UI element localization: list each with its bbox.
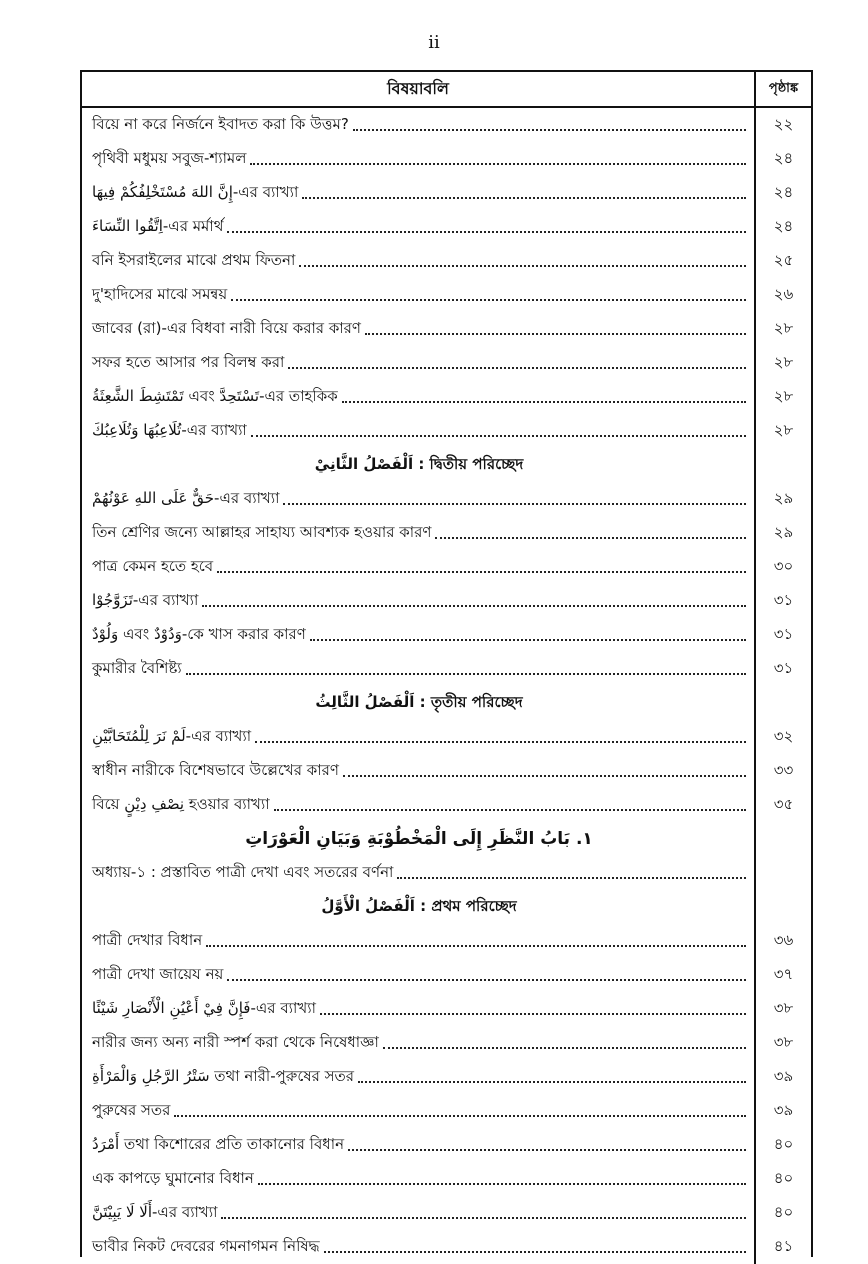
toc-entry [82,720,811,754]
toc-entry-title: নারীর জন্য অন্য নারী স্পর্শ করা থেকে নিষেধাজ্ঞা [92,1032,379,1051]
toc-page-number: ২৪ [754,210,811,244]
toc-page-number: ২৮ [754,414,811,448]
dot-leader [302,197,746,199]
toc-entry [82,210,811,244]
toc-entry-title: পাত্র কেমন হতে হবে [92,556,214,575]
toc-entry [82,142,811,176]
toc-entry-title: فَإِنَّ فِيْ أَعْيُنِ الْأَنْصَارِ شَيْئًا-এর ব্যাখ্যা [92,998,316,1017]
toc-entry [82,1026,811,1060]
toc-entry-title: سَتْرُ الرَّجُلِ وَالْمَرْأَةِ তথা নারী-পুরুষের সতর [92,1066,355,1085]
toc-header-page-column: পৃষ্ঠাঙ্ক [754,72,811,106]
dot-leader [174,1115,746,1117]
toc-page-number: ২৮ [754,380,811,414]
dot-leader [288,367,746,369]
toc-entry-title: দু'হাদিসের মাঝে সমন্বয় [92,284,228,303]
dot-leader [397,877,746,879]
dot-leader [283,503,746,505]
toc-entry-title: لَمْ نَرَ لِلْمُتَحَابَّيْنِ-এর ব্যাখ্যা [92,726,252,745]
section-heading-text: اَلْفَصْلُ الثَّانِيْ : দ্বিতীয় পরিচ্ছেদ [314,454,524,473]
toc-entry-title: সফর হতে আসার পর বিলম্ব করা [92,352,285,371]
toc-entry [82,958,811,992]
toc-entry [82,584,811,618]
toc-entry [82,414,811,448]
dot-leader [274,809,746,811]
toc-page-number: ৩৭ [754,958,811,992]
toc-page-number: ২৪ [754,142,811,176]
dot-leader [221,1217,746,1219]
toc-page-number: ৩১ [754,618,811,652]
dot-leader [383,1047,746,1049]
toc-page-number: ২৪ [754,176,811,210]
toc-rows [82,108,811,1264]
toc-page-number: ২৯ [754,516,811,550]
toc-section-heading [82,448,811,482]
dot-leader [227,231,746,233]
toc-entry-title: اِتَّقُوا النِّسَاءَ-এর মর্মার্থ [92,216,224,235]
toc-entry [82,176,811,210]
toc-entry-title: এক কাপড়ে ঘুমানোর বিধান [92,1168,254,1187]
toc-section-heading [82,686,811,720]
dot-leader [217,571,746,573]
toc-page-number: ৪০ [754,1128,811,1162]
dot-leader [324,1251,746,1253]
dot-leader [299,265,746,267]
toc-page-number [754,822,811,856]
toc-entry-title: পাত্রী দেখার বিধান [92,930,203,949]
toc-page-number: ২৫ [754,244,811,278]
dot-leader [320,1013,746,1015]
toc-page-number: ৩১ [754,652,811,686]
section-heading-text: اَلْفَصْلُ الثَّالِثُ : তৃতীয় পরিচ্ছেদ [315,692,523,711]
toc-entry-title: حَقٌّ عَلَى اللهِ عَوْنُهُمْ-এর ব্যাখ্যা [92,488,280,507]
toc-entry [82,924,811,958]
toc-entry [82,516,811,550]
toc-entry-title: তিন শ্রেণির জন্যে আল্লাহর সাহায্য আবশ্যক হওয়ার কারণ [92,522,432,541]
toc-entry-title: পাত্রী দেখা জায়েয নয় [92,964,224,983]
toc-page-number: ৪০ [754,1162,811,1196]
toc-entry [82,380,811,414]
toc-page-number: ৩৩ [754,754,811,788]
dot-leader [202,605,746,607]
toc-entry-title: বিয়ে نِصْفِ دِيْنٍ হওয়ার ব্যাখ্যা [92,794,270,813]
toc-entry [82,346,811,380]
toc-page-number: ৩৮ [754,1026,811,1060]
toc-chapter-title [82,856,811,890]
toc-entry [82,108,811,142]
toc-entry [82,652,811,686]
toc-entry-title: تُلَاعِبُهَا وَتُلَاعِبُكَ-এর ব্যাখ্যা [92,420,247,439]
toc-page-number: ৩২ [754,720,811,754]
toc-page-number: ৩০ [754,550,811,584]
toc-page-number: ৩৬ [754,924,811,958]
dot-leader [348,1149,746,1151]
dot-leader [343,775,746,777]
toc-entry-title: জাবের (রা)-এর বিধবা নারী বিয়ে করার কারণ [92,318,361,337]
toc-entry-title: أَلَا لَا يَبِيْتَنَّ-এর ব্যাখ্যা [92,1202,218,1221]
toc-page-number: ২৯ [754,482,811,516]
toc-page-number: ২৮ [754,312,811,346]
toc-entry-title: ভাবীর নিকট দেবরের গমনাগমন নিষিদ্ধ [92,1236,320,1255]
page-number: ii [428,32,440,53]
toc-page-number: ৩৮ [754,992,811,1026]
dot-leader [206,945,746,947]
toc-page-number: ২৬ [754,278,811,312]
dot-leader [251,435,746,437]
chapter-title-text: অধ্যায়-১ : প্রস্তাবিত পাত্রী দেখা এবং সতরের বর্ণনা [92,862,394,881]
toc-page-number [754,890,811,924]
toc-page-number: ৩৫ [754,788,811,822]
toc-entry-title: স্বাধীন নারীকে বিশেষভাবে উল্লেখের কারণ [92,760,339,779]
toc-entry [82,550,811,584]
dot-leader [258,1183,746,1185]
toc-entry [82,482,811,516]
toc-entry [82,1128,811,1162]
chapter-arabic-title: ١. بَابُ النَّظَرِ إِلَى الْمَخْطُوْبَةِ وَبَيَانِ الْعَوْرَاتِ [245,829,593,849]
dot-leader [358,1081,746,1083]
dot-leader [310,639,746,641]
dot-leader [342,401,746,403]
toc-page-number: ২২ [754,108,811,142]
dot-leader [250,163,746,165]
toc-page-number: ৩৯ [754,1060,811,1094]
toc-header [82,72,811,108]
toc-section-heading [82,890,811,924]
toc-entry-title: কুমারীর বৈশিষ্ট্য [92,658,182,677]
toc-page-number: ৩১ [754,584,811,618]
dot-leader [231,299,746,301]
toc-entry [82,1060,811,1094]
toc-page-number [754,856,811,890]
toc-entry [82,754,811,788]
toc-entry [82,1162,811,1196]
dot-leader [435,537,746,539]
toc-page-number: ৪০ [754,1196,811,1230]
toc-page-number: ৩৯ [754,1094,811,1128]
toc-entry [82,788,811,822]
toc-entry [82,244,811,278]
toc-entry-title: تَزَوَّجُوْا-এর ব্যাখ্যা [92,590,199,609]
toc-entry-title: পৃথিবী মধুময় সবুজ-শ্যামল [92,148,247,167]
toc-page-number: ২৮ [754,346,811,380]
toc-entry-title: إِنَّ اللهَ مُسْتَخْلِفُكُمْ فِيهَا-এর ব্যাখ্যা [92,182,299,201]
toc-entry-title: পুরুষের সতর [92,1100,171,1119]
toc-entry [82,618,811,652]
toc-entry-title: أَمْرَدُ তথা কিশোরের প্রতি তাকানোর বিধান [92,1134,345,1153]
toc-entry [82,1094,811,1128]
table-of-contents [80,70,813,1257]
toc-entry-title: বিয়ে না করে নির্জনে ইবাদত করা কি উত্তম? [92,114,349,133]
toc-header-title: বিষয়াবলি [387,78,449,98]
dot-leader [353,129,746,131]
toc-entry [82,992,811,1026]
toc-page-number [754,686,811,720]
dot-leader [186,673,746,675]
toc-entry-title: বনি ইসরাইলের মাঝে প্রথম ফিতনা [92,250,296,269]
section-heading-text: اَلْفَصْلُ الْأَوَّلُ : প্রথম পরিচ্ছেদ [321,896,517,915]
dot-leader [227,979,746,981]
toc-page-number [754,448,811,482]
dot-leader [255,741,746,743]
toc-entry-title: تَمْتَشِطَ الشَّعِثَةُ এবং تَسْتَحِدَّ-এর তাহকিক [92,386,338,405]
toc-entry [82,278,811,312]
toc-entry [82,312,811,346]
toc-entry-title: وَلُوْدٌ এবং وَدُوْدٌ-কে খাস করার কারণ [92,624,306,643]
toc-page-number: ৪১ [754,1230,811,1264]
toc-entry [82,1230,811,1264]
toc-entry [82,1196,811,1230]
dot-leader [365,333,746,335]
toc-chapter-arabic-heading [82,822,811,856]
